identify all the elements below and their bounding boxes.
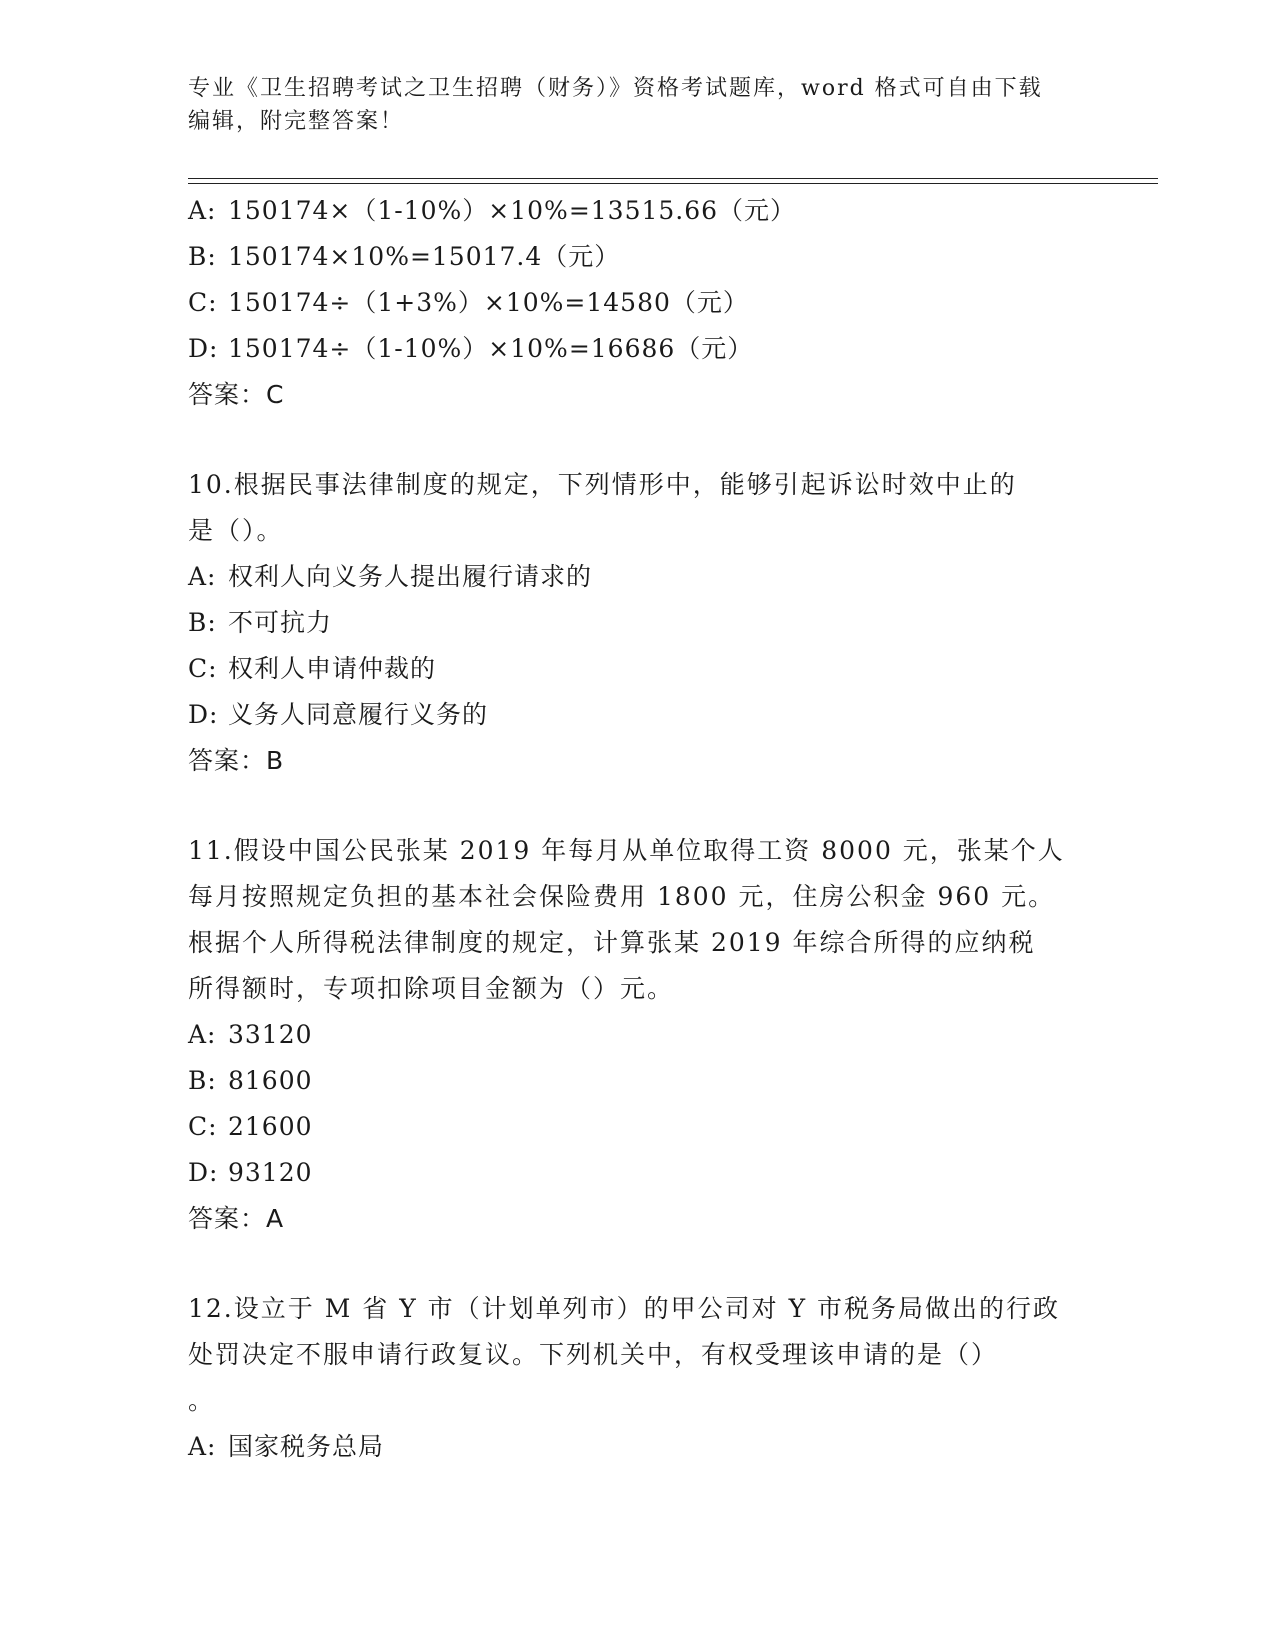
question-9-options	[188, 188, 1088, 418]
option-11-b	[188, 1058, 1088, 1104]
option-letter: B:	[188, 242, 217, 271]
question-line: 。	[188, 1386, 216, 1415]
option-letter: A:	[188, 562, 217, 591]
option-text: 权利人向义务人提出履行请求的	[228, 562, 593, 591]
answer-value: A	[266, 1204, 284, 1233]
question-line: 处罚决定不服申请行政复议。下列机关中，有权受理该申请的是（）	[188, 1340, 999, 1369]
question-10-stem	[188, 462, 1088, 554]
option-text: 义务人同意履行义务的	[228, 700, 489, 729]
option-letter: D:	[188, 334, 219, 363]
option-12-a	[188, 1424, 1088, 1470]
question-line: 根据个人所得税法律制度的规定，计算张某 2019 年综合所得的应纳税	[188, 928, 1036, 957]
option-text: 150174÷（1-10%）×10%=16686（元）	[228, 334, 754, 363]
option-10-d	[188, 692, 1088, 738]
question-12-stem	[188, 1286, 1088, 1424]
option-letter: D:	[188, 700, 219, 729]
option-10-c	[188, 646, 1088, 692]
option-letter: D:	[188, 1158, 219, 1187]
answer-value: B	[266, 746, 284, 775]
option-letter: C:	[188, 1112, 218, 1141]
option-text: 不可抗力	[228, 608, 333, 637]
option-letter: C:	[188, 288, 218, 317]
header-divider-top	[188, 178, 1158, 179]
header-line-2: 编辑，附完整答案！	[188, 109, 405, 134]
option-letter: C:	[188, 654, 218, 683]
option-text: 国家税务总局	[228, 1432, 385, 1461]
question-line: 10.根据民事法律制度的规定，下列情形中，能够引起诉讼时效中止的	[188, 470, 1017, 499]
question-line: 所得额时，专项扣除项目金额为（）元。	[188, 974, 675, 1003]
answer-label: 答案：	[188, 380, 267, 409]
option-letter: B:	[188, 1066, 217, 1095]
option-text: 150174×（1-10%）×10%=13515.66（元）	[228, 196, 797, 225]
option-letter: A:	[188, 196, 217, 225]
document-header	[188, 72, 1068, 138]
question-11-stem	[188, 828, 1088, 1012]
option-10-b	[188, 600, 1088, 646]
option-text: 150174÷（1+3%）×10%=14580（元）	[228, 288, 749, 317]
answer-11	[188, 1196, 1088, 1242]
option-11-c	[188, 1104, 1088, 1150]
option-9-a	[188, 188, 1088, 234]
option-11-a	[188, 1012, 1088, 1058]
header-line-1: 专业《卫生招聘考试之卫生招聘（财务）》资格考试题库，word 格式可自由下载	[188, 76, 1043, 101]
option-text: 150174×10%=15017.4（元）	[228, 242, 621, 271]
header-divider-bottom	[188, 183, 1158, 184]
answer-10	[188, 738, 1088, 784]
answer-label: 答案：	[188, 1204, 267, 1233]
option-text: 21600	[228, 1112, 313, 1141]
answer-value: C	[266, 380, 284, 409]
option-9-b	[188, 234, 1088, 280]
option-9-d	[188, 326, 1088, 372]
option-letter: A:	[188, 1020, 217, 1049]
option-letter: A:	[188, 1432, 217, 1461]
question-10	[188, 462, 1088, 784]
question-11	[188, 828, 1088, 1242]
option-11-d	[188, 1150, 1088, 1196]
option-text: 权利人申请仲裁的	[228, 654, 437, 683]
option-text: 93120	[228, 1158, 313, 1187]
question-line: 11.假设中国公民张某 2019 年每月从单位取得工资 8000 元，张某个人	[188, 836, 1065, 865]
answer-9	[188, 372, 1088, 418]
option-text: 33120	[228, 1020, 313, 1049]
question-content	[188, 188, 1088, 1470]
question-line: 12.设立于 M 省 Y 市（计划单列市）的甲公司对 Y 市税务局做出的行政	[188, 1294, 1061, 1323]
option-9-c	[188, 280, 1088, 326]
question-line: 每月按照规定负担的基本社会保险费用 1800 元，住房公积金 960 元。	[188, 882, 1056, 911]
option-10-a	[188, 554, 1088, 600]
option-letter: B:	[188, 608, 217, 637]
option-text: 81600	[228, 1066, 313, 1095]
question-12	[188, 1286, 1088, 1470]
answer-label: 答案：	[188, 746, 267, 775]
question-line: 是（）。	[188, 516, 284, 545]
